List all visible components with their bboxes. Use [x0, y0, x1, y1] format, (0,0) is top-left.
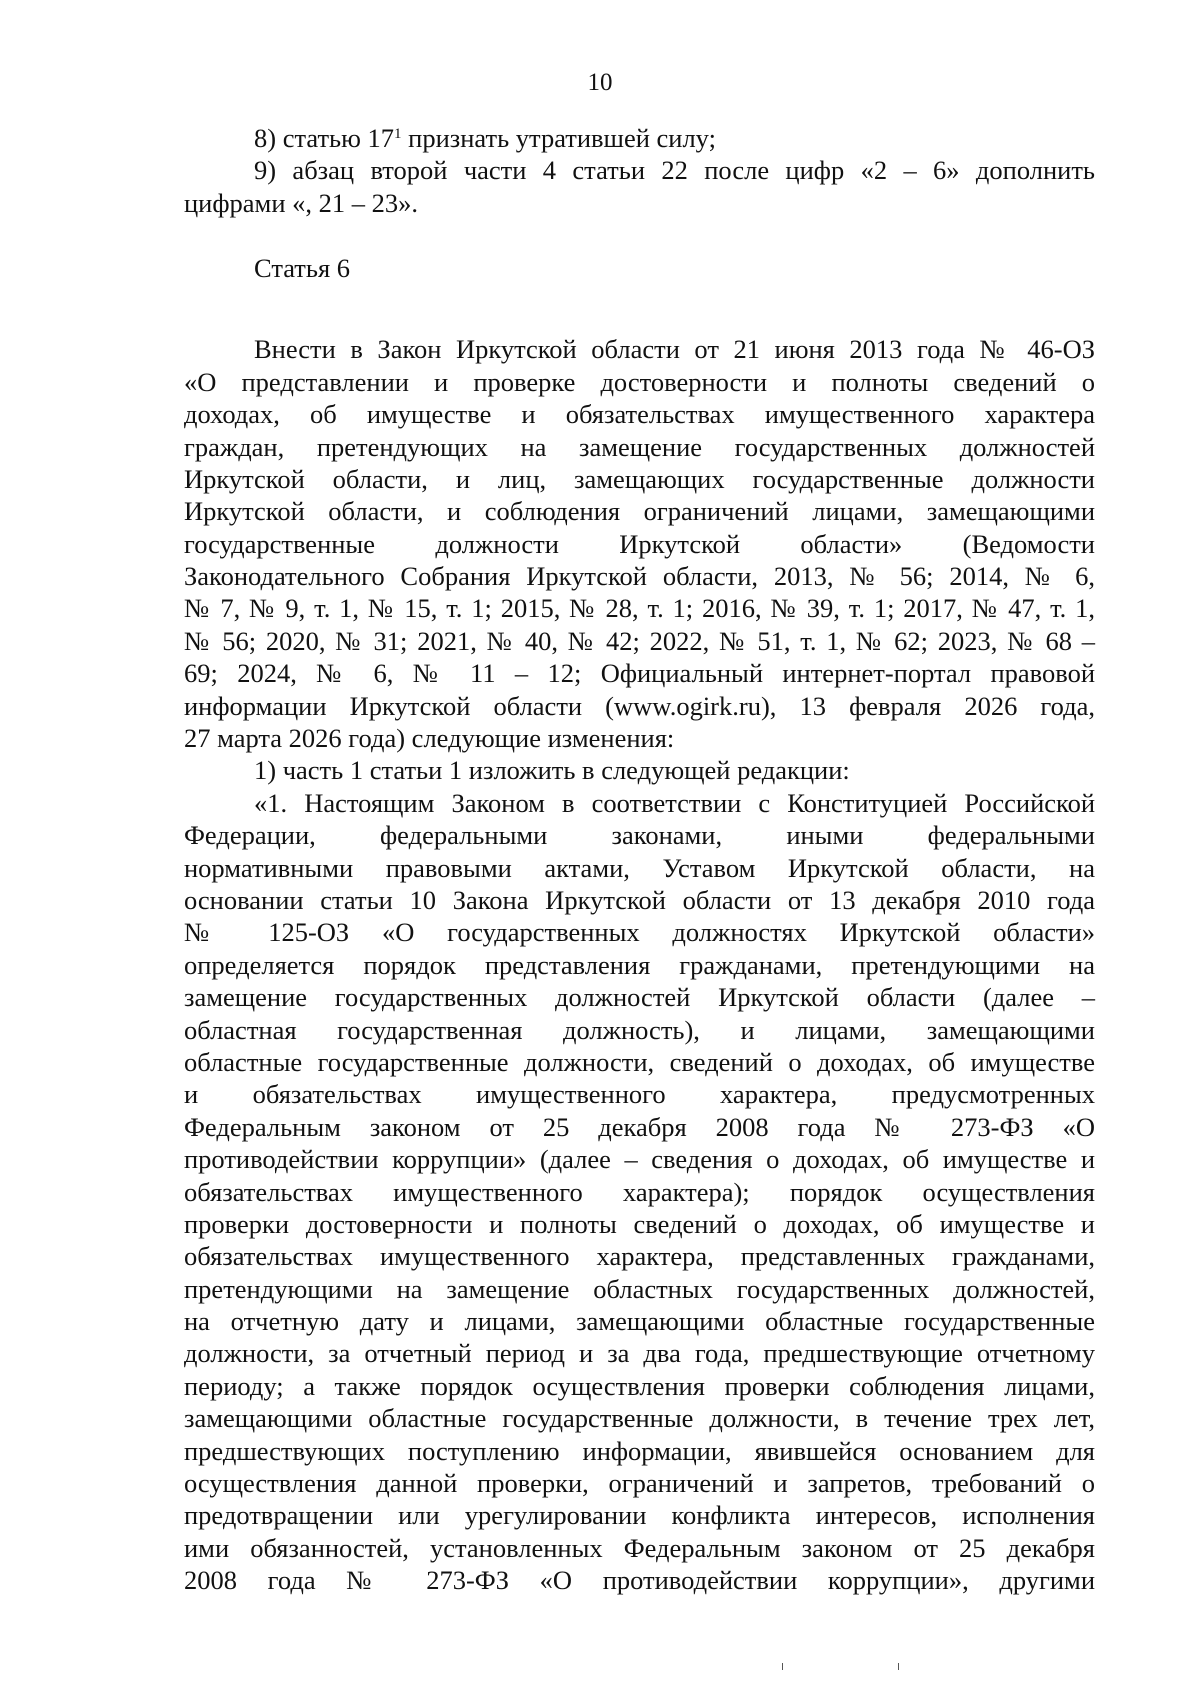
paragraph-line: Внести в Закон Иркутской области от 21 июня 2013 года № 46-ОЗ: [254, 334, 1095, 365]
paragraph-line: Федерации, федеральными законами, иными федеральными: [184, 820, 1095, 851]
list-item-8-text: 8) статью 17: [254, 123, 395, 153]
paragraph-line: обязательствах имущественного характера, представленных гражданами,: [184, 1241, 1095, 1272]
intro-paragraph: [184, 333, 1095, 754]
list-item-1: 1) часть 1 статьи 1 изложить в следующей редакции:: [254, 755, 850, 786]
paragraph-line: основании статьи 10 Закона Иркутской области от 13 декабря 2010 года: [184, 884, 1095, 915]
paragraph-line: Иркутской области, и лиц, замещающих государственные должности: [184, 463, 1095, 494]
paragraph-line: предотвращении или урегулировании конфликта интересов, исполнения: [184, 1500, 1095, 1531]
paragraph-line: проверки достоверности и полноты сведений о доходах, об имуществе и: [184, 1208, 1095, 1239]
list-item-9: [184, 154, 1095, 219]
paragraph-line: областная государственная должность), и лицами, замещающими: [184, 1014, 1095, 1045]
paragraph-line: периоду; а также порядок осуществления проверки соблюдения лицами,: [184, 1370, 1095, 1401]
paragraph-line: 69; 2024, № 6, № 11 – 12; Официальный интернет-портал правовой: [184, 658, 1095, 689]
paragraph-line: замещающими областные государственные должности, в течение трех лет,: [184, 1403, 1095, 1434]
paragraph-line: Иркутской области, и соблюдения ограничений лицами, замещающими: [184, 496, 1095, 527]
paragraph-line: Законодательного Собрания Иркутской области, 2013, № 56; 2014, № 6,: [184, 561, 1095, 592]
article-heading: Статья 6: [254, 252, 351, 283]
paragraph-line: доходах, об имуществе и обязательствах имущественного характера: [184, 399, 1095, 430]
paragraph-line: Федеральным законом от 25 декабря 2008 года № 273-ФЗ «О: [184, 1111, 1095, 1142]
paragraph-line: осуществления данной проверки, ограничений и запретов, требований о: [184, 1468, 1095, 1499]
paragraph-line: на отчетную дату и лицами, замещающими областные государственные: [184, 1306, 1095, 1337]
paragraph-line: претендующими на замещение областных государственных должностей,: [184, 1273, 1095, 1304]
paragraph-line: и обязательствах имущественного характера, предусмотренных: [184, 1079, 1095, 1110]
paragraph-line: информации Иркутской области (www.ogirk.ru), 13 февраля 2026 года,: [184, 690, 1095, 721]
paragraph-line: цифрами «, 21 – 23».: [184, 187, 418, 218]
scan-mark: [782, 1663, 783, 1670]
paragraph-line: обязательствах имущественного характера); порядок осуществления: [184, 1176, 1095, 1207]
paragraph-line: «О представлении и проверке достоверности и полноты сведений о: [184, 366, 1095, 397]
paragraph-line: государственные должности Иркутской области» (Ведомости: [184, 528, 1095, 559]
paragraph-line: 27 марта 2026 года) следующие изменения:: [184, 723, 675, 754]
scan-mark: [898, 1663, 899, 1670]
page-number: 10: [587, 69, 613, 96]
paragraph-line: ими обязанностей, установленных Федеральным законом от 25 декабря: [184, 1532, 1095, 1563]
paragraph-line: предшествующих поступлению информации, явившейся основанием для: [184, 1435, 1095, 1466]
paragraph-line: областные государственные должности, сведений о доходах, об имуществе: [184, 1046, 1095, 1077]
paragraph-line: должности, за отчетный период и за два года, предшествующие отчетному: [184, 1338, 1095, 1369]
paragraph-line: 9) абзац второй части 4 статьи 22 после цифр «2 – 6» дополнить: [254, 155, 1095, 186]
paragraph-line: «1. Настоящим Законом в соответствии с Конституцией Российской: [254, 787, 1095, 818]
paragraph-line: замещение государственных должностей Иркутской области (далее –: [184, 982, 1095, 1013]
paragraph-line: № 125-ОЗ «О государственных должностях Иркутской области»: [184, 917, 1095, 948]
paragraph-line: определяется порядок представления гражданами, претендующими на: [184, 949, 1095, 980]
paragraph-line: № 56; 2020, № 31; 2021, № 40, № 42; 2022, № 51, т. 1, № 62; 2023, № 68 –: [184, 625, 1095, 656]
paragraph-line: № 7, № 9, т. 1, № 15, т. 1; 2015, № 28, т. 1; 2016, № 39, т. 1; 2017, № 47, т. 1,: [184, 593, 1095, 624]
list-item-8: [184, 122, 1095, 154]
document-body: [184, 122, 1095, 1597]
paragraph-line: 2008 года № 273-ФЗ «О противодействии коррупции», другими: [184, 1565, 1095, 1596]
paragraph-line: противодействии коррупции» (далее – сведения о доходах, об имуществе и: [184, 1144, 1095, 1175]
quoted-text: [184, 787, 1095, 1597]
list-item-8-text-end: признать утратившей силу;: [401, 123, 716, 153]
paragraph-line: нормативными правовыми актами, Уставом Иркутской области, на: [184, 852, 1095, 883]
superscript-index: 1: [394, 126, 402, 142]
paragraph-line: граждан, претендующих на замещение государственных должностей: [184, 431, 1095, 462]
